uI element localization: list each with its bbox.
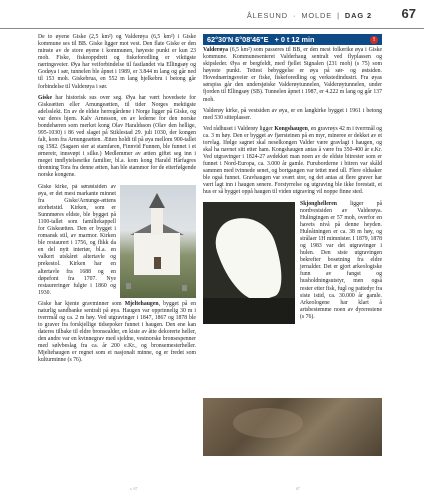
paragraph-valderoy-church: Valderøy kirke, på vestsiden av øya, er en langkirke bygget i 1961 i betong med 530 sitteplasser. bbox=[203, 107, 382, 121]
footer-left-mark: s. 67 bbox=[130, 486, 138, 491]
running-head bbox=[247, 11, 372, 20]
paragraph-giske-intro: De to øyene Giske (2,5 km²) og Valderøya (6,5 km²) i Giske kommune ses til BB. Giske ligger mot vest. Den flate Giske er den minste av de store øyene i kommunen, høyeste punkt er kun 23 moh. Fiske, fiskeoppdrett og fiskeforedling er viktigste næringsveier. Øya har veiforbindelse til fastlandet via Ellingsøy og Godøya i sør, tunnelen ble åpnet i 1989, er 3.844 m lang og går ned til 153 moh. Giskebrua, en 552 m lang hjelkebru i betong går forbindelse til Valderøya i sør. bbox=[38, 34, 196, 90]
running-head-place-a: ÅLESUND bbox=[246, 11, 289, 20]
text-kongshaugen: , en gravrøys 42 m i tverrmål og ca. 3 m høy. Den er bygget av fjærsteinen på en myr, mineree er dekket av et torvlag. Ifølge sagnet skal neselkongen Valder være gravlagt i haugen, og skal ha navnet sitt etter ham. Kongshaugen antas å være fra 350-400 år e.Kr. Ved utgravinger i 1824-27 avdekket man noen av de eldste bitrester som er funnet i Nord-Europa, ca. 3.000 år gamle. Furuborderne i bitren var skåld sammen med tvinnede senet, og bortgangen var tettet med ull. Flere oldsaker ble også funnet. Gravhaugen var svært stor, og det antas at flere graver har vært lagt inn i haugen senere. Forstyrrelse og utgraving ble ikke forestatt, et hus er så bygget oppå haugen til viden utgraving vil noppe finne sted. bbox=[203, 125, 383, 196]
text-mjeltehaugen-pre: Giske har kjente gravminner som bbox=[38, 300, 125, 307]
cave-floor bbox=[203, 298, 295, 324]
church-section bbox=[38, 184, 196, 301]
page-number: 67 bbox=[401, 6, 416, 21]
paragraph-giske-church: Giske kirke, på sørøstsiden av øya, er det mest markante minnet fra Giske/Arnunge-ættens storhetstid. Kirken, som er Sunnmøres eldste, ble bygget på 1100-tallet som familiekappell for Giskeætten. Den er bygget i romansk stil, av marmor. Kirken ble restaurert i 1756, og flikk da en del nytt interiør, bl.a. en valkert utskåret altertavle og prekestol. Kirken har en altertavle fra 1688 og en døpefont fra 1707. Nye restaureringer fulgte i 1860 og 1930. bbox=[38, 183, 116, 296]
lead-giske: Giske bbox=[38, 94, 53, 101]
lead-kongshaugen: Kongshaugen bbox=[274, 125, 308, 132]
church-tower bbox=[151, 207, 163, 235]
left-column bbox=[38, 34, 196, 369]
church-door bbox=[154, 257, 161, 269]
church-spire bbox=[149, 193, 165, 208]
position-coordinates: 62°30'N 6°08'46"E bbox=[207, 35, 269, 44]
text-kongshaugen-pre: Ved rådhuset i Valderøy ligger bbox=[203, 125, 275, 132]
running-head-place-b: MOLDE bbox=[301, 11, 333, 20]
cave-opening bbox=[209, 209, 291, 309]
right-column bbox=[203, 34, 382, 326]
paragraph-giske-history bbox=[38, 95, 196, 180]
giske-church-photo bbox=[120, 185, 196, 298]
gravestone bbox=[182, 285, 187, 291]
position-bar bbox=[203, 34, 382, 45]
running-head-separator: · bbox=[293, 11, 297, 20]
skjonghelleren-cave-photo bbox=[203, 202, 295, 324]
paragraph-mjeltehaugen bbox=[38, 301, 196, 365]
info-badge-icon: ! bbox=[370, 36, 378, 44]
lead-mjeltehaugen: Mjeltehaugen bbox=[124, 300, 159, 307]
text-giske-history: har historisk sus over seg. Øya har vært hovedsete for Giskeætten eller Arnungeætten, til tider Norges mektigste adelsslekt. En av de eldste herregårdene i Norge ligger på Giske, og var deres hjem. Kalv Arnesson, en av lederne for den norske bondehæren som merket kong Olav Haraldsson (Olav den hellige, 995-1030) i 86 ved slaget på Stiklestad 29. juli 1030, der kongen falt, kom fra Arnungeætten. Ætten holdt til på øya mellom 900-tallet og 1582. (Sagaen sier at stamfaren, Finnvid Funnen, ble funnet i et ørnereir, innsvøpt i silke.) Medlemmer av ætten giftet seg inn i meget innflytelsesrike familier, bl.a. kom kong Harald Hårfagres dronning Tora fra denne ætten, han ble stammor for de etterfølgende norske kongene. bbox=[38, 94, 196, 179]
rock-landscape-photo bbox=[203, 398, 382, 456]
paragraph-valderoya bbox=[203, 47, 382, 104]
lead-skjonghelleren: Skjonghelleren bbox=[300, 200, 337, 207]
text-mjeltehaugen: , bygget på en naturlig sandbanke sentralt på øya. Haugen var opprinnelig 30 m i tverrmål og ca. 2 m høy. Ved utgravinger i 1847, 1867 og 1878 ble to graver fra forskjellige tidsepoker funnet i haugen. Den ene kan dateres tilbake til eldre bronsealder, en kiste av åtte dekorerte heller, den andre var en kvinnegrav med sjeldne, vestnorske bronsespenner med sølvbeslag fra ca. år 200 e.Kr., og bronsemesterheller. Mjeltehaugen er regnet som et nasjonalt minne, og er fredet som kulturminne (s 76). bbox=[38, 300, 196, 364]
text-skjonghelleren: ligger på nordvestsiden av Valderøya. Hulingingen er 57 moh, overfor en havets nivå på denne heyden. Huleåtningen er ca. 38 m høy, og strålaer 1H mimnister. I 1879, 1878 og 1983 var det utgravinger i hulen. Den siste utgravingen bekrefter bosetning fra eldre jernalder. Det er gjort arkeologiske funn av fangst og husholdningsutstyr, men også rester etter fisk, fugl og pattedyr fra siste istid, ca. 30.000 år gamle. Arkeologene har klart å artsbestemme noen av dyrerestene (s 76). bbox=[300, 200, 382, 320]
running-head-day: DAG 2 bbox=[344, 11, 372, 20]
footer-right-mark: 67 bbox=[296, 486, 300, 491]
cave-section bbox=[203, 201, 382, 321]
running-head-divider: | bbox=[337, 11, 340, 20]
position-time: + 0 t 12 min bbox=[274, 35, 315, 44]
page-header bbox=[0, 0, 424, 29]
paragraph-kongshaugen bbox=[203, 126, 382, 197]
text-valderoya: (6,5 km²) som passeres til BB, er den mest folkerike øya i Giske kommune. Kommunesenteret Valderhaug sentralt ved flyplassen og skipsleder. Øya er bergfeldt, med fjellet Signalen (231 moh) (s 75) som høyeste punkt. Tettest bebyggelse er øya på sør- og østsiden. Hovednæringsveier er fiske, fiskeforedling og verkstedindustri. Fra øyas sørspiss går den undersjøiske Valderøytunnelen, Valderøytunnelen, under fjorden til Ellingsøy (SB). Tunnelen åpnet i 1987, er 4.222 m lang og går 137 moh. bbox=[203, 47, 382, 103]
gravestone bbox=[126, 283, 131, 289]
lead-valderoya: Valderøya bbox=[203, 47, 229, 53]
